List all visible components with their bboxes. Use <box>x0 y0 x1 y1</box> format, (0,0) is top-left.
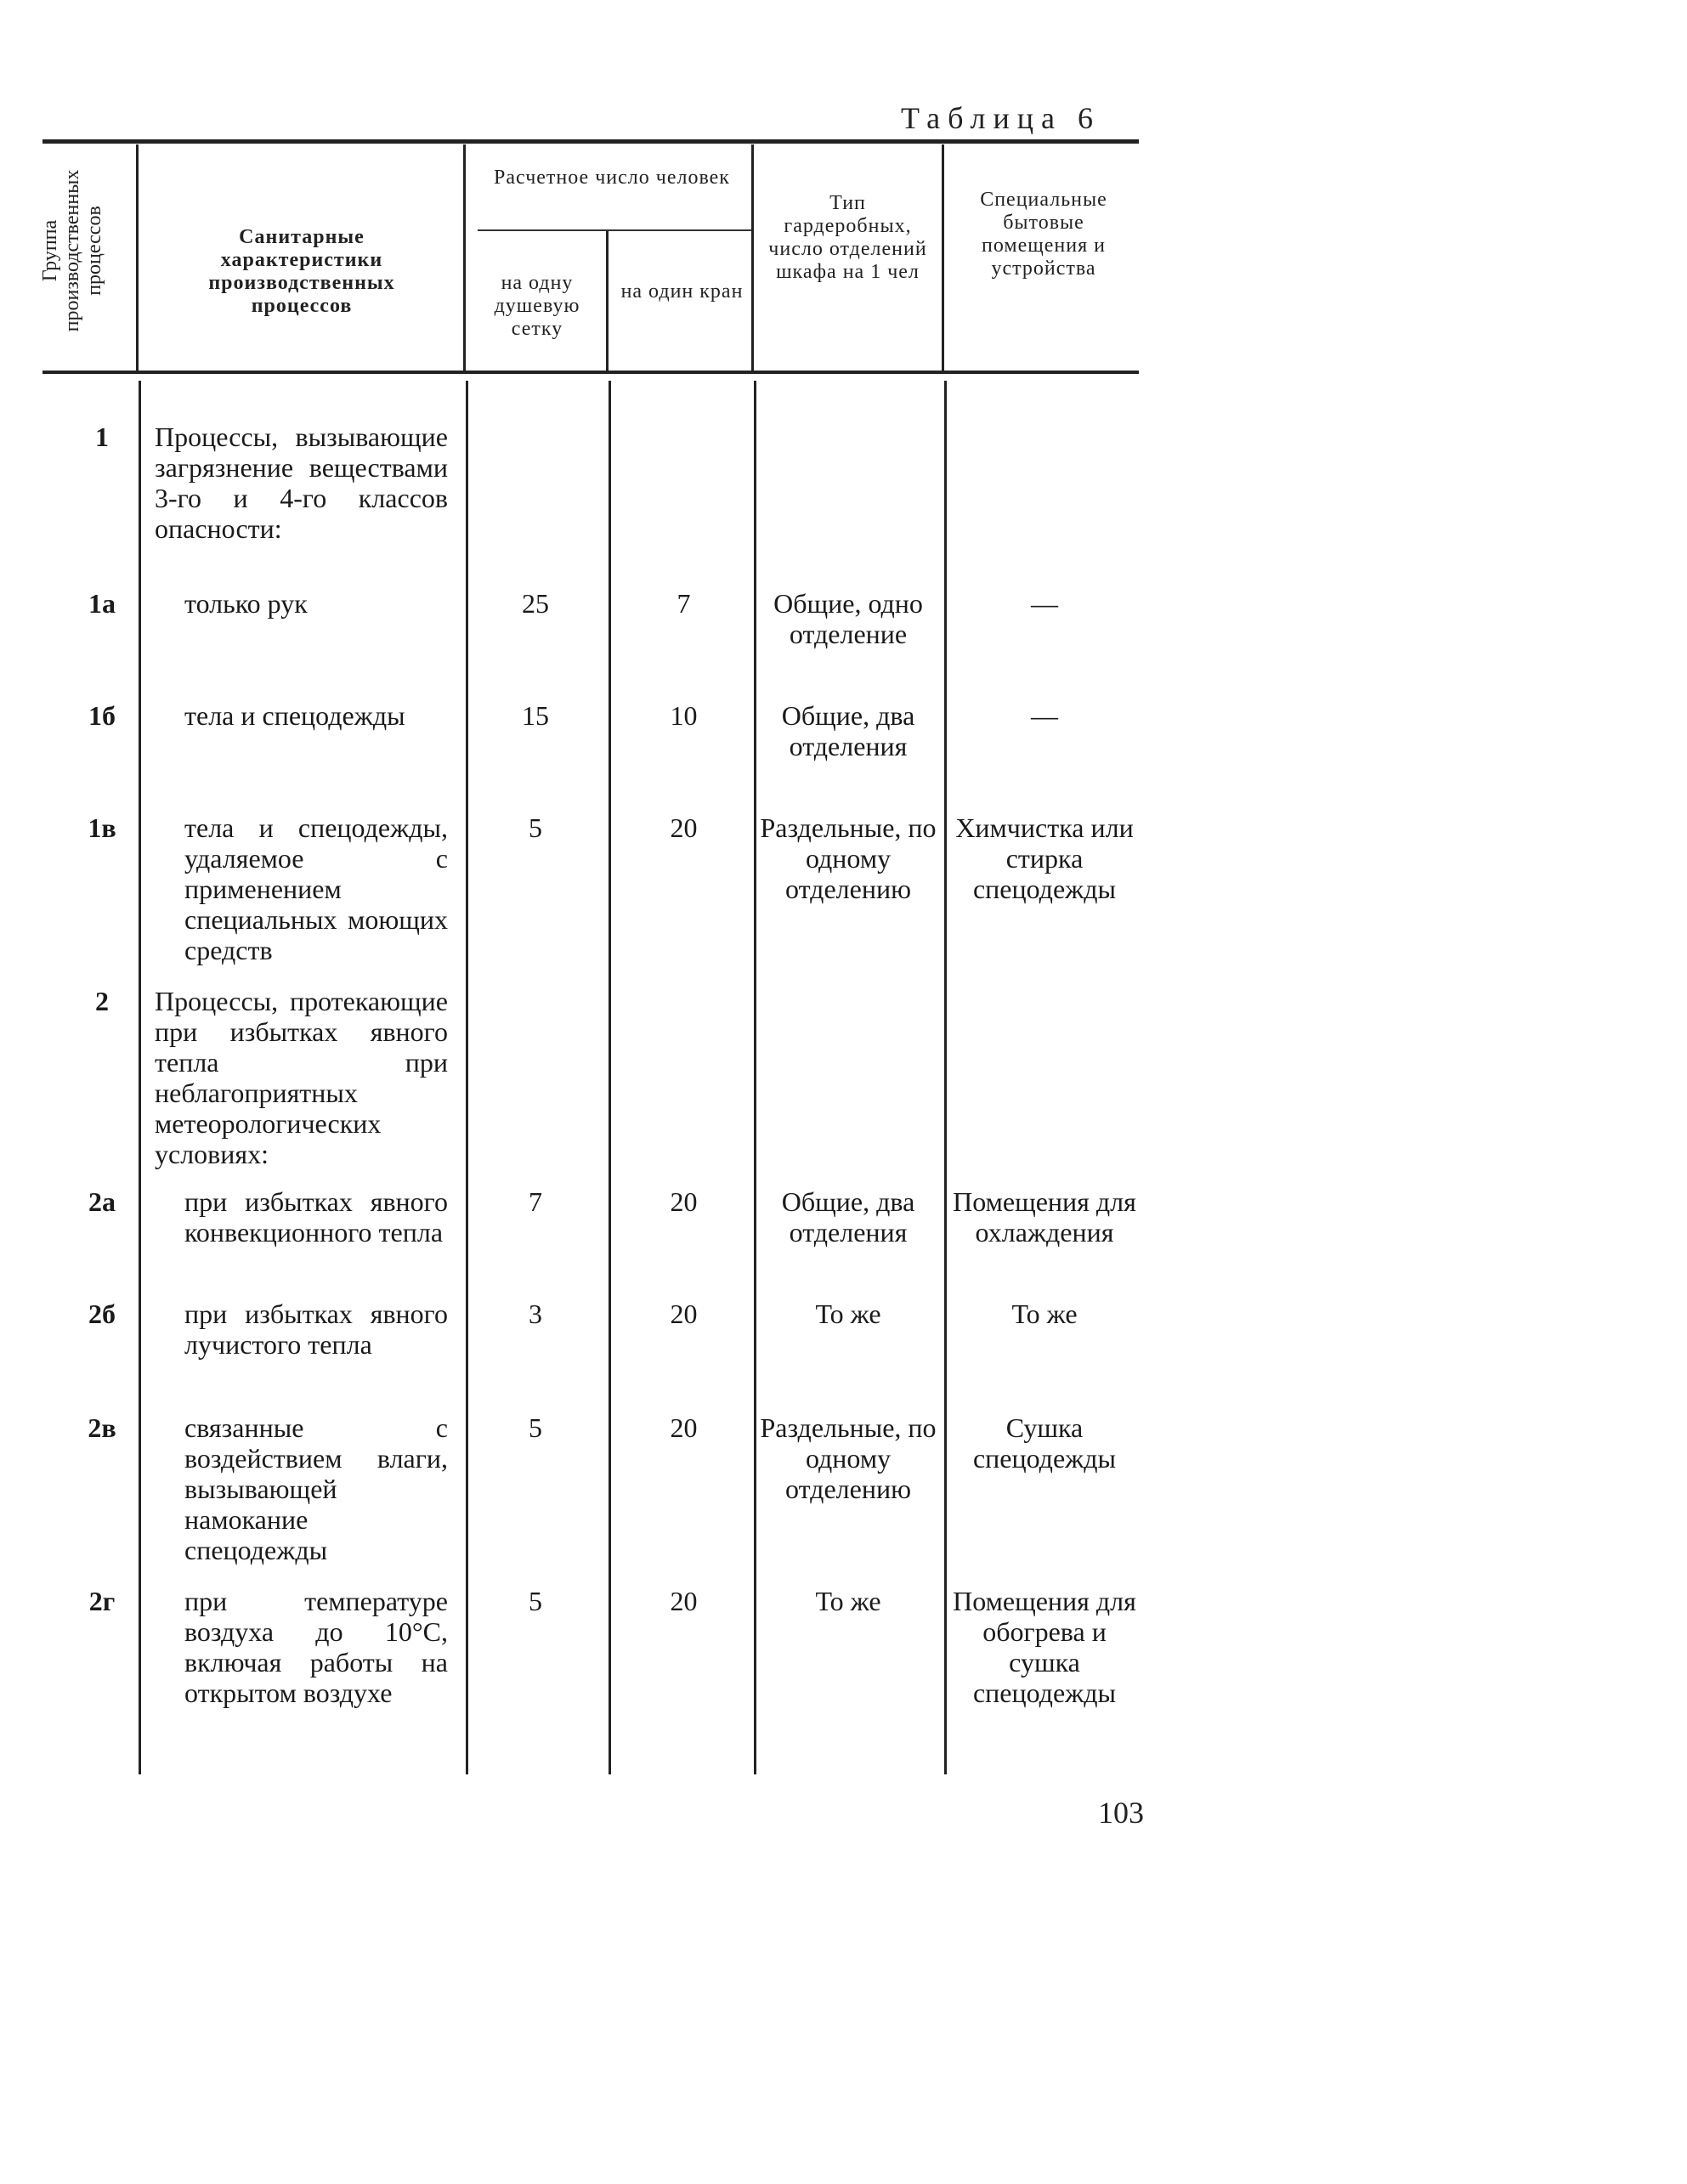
header-divider-4 <box>751 144 754 371</box>
row-description: тела и спецодежды, удаляемое с применением специальных моющих средств <box>184 812 448 965</box>
page-number: 103 <box>1098 1796 1144 1830</box>
row-group: 2б <box>88 1299 116 1329</box>
row-wardrobe: Общие, два отделения <box>781 1186 915 1248</box>
row-per-shower: 7 <box>529 1186 542 1217</box>
row-per-tap: 20 <box>670 1186 698 1217</box>
row-description: при избытках явного конвекционного тепла <box>184 1186 448 1248</box>
body-divider-2 <box>466 381 468 1774</box>
row-group: 1 <box>95 422 109 452</box>
header-calc-count: Расчетное число человек <box>494 167 730 189</box>
header-per-tap: на один кран <box>620 280 744 303</box>
row-group: 2г <box>88 1586 116 1616</box>
header-divider-3 <box>606 231 609 371</box>
row-special: Помещения для обогрева и сушка спецодежды <box>953 1586 1136 1708</box>
row-special: Химчистка или стирка спецодежды <box>955 812 1134 904</box>
body-divider-4 <box>754 381 756 1774</box>
row-group: 1в <box>88 812 116 843</box>
row-wardrobe: То же <box>815 1586 881 1616</box>
row-description: Процессы, протекающие при избытках явного тепла при неблагоприятных метеорологических условиях: <box>155 986 448 1169</box>
row-wardrobe: Раздельные, по одному отделению <box>760 1412 937 1504</box>
body-divider-5 <box>944 381 947 1774</box>
header-description: Санитарные характеристики производственных процессов <box>208 226 395 317</box>
row-group: 1б <box>88 700 116 731</box>
header-wardrobe: Тип гардеробных, число отделений шкафа на 1 чел <box>768 192 927 283</box>
row-wardrobe: Общие, два отделения <box>781 700 915 761</box>
row-description: Процессы, вызывающие загрязнение веществами 3-го и 4-го классов опасности: <box>155 422 448 544</box>
body-divider-1 <box>139 381 141 1774</box>
row-per-tap: 20 <box>670 1586 698 1616</box>
row-description: только рук <box>184 588 308 619</box>
row-per-shower: 5 <box>529 812 542 843</box>
row-description: при избытках явного лучистого тепла <box>184 1299 448 1360</box>
row-per-shower: 5 <box>529 1586 542 1616</box>
row-group: 2в <box>88 1412 116 1443</box>
header-sub-rule <box>478 229 754 231</box>
header-special: Специальные бытовые помещения и устройства <box>980 189 1107 280</box>
row-group: 1а <box>88 588 116 619</box>
header-divider-2 <box>463 144 466 371</box>
row-special: — <box>1031 588 1058 619</box>
row-wardrobe: Общие, одно отделение <box>773 588 923 649</box>
row-per-tap: 10 <box>670 700 698 731</box>
row-description: при температуре воздуха до 10°С, включая работы на открытом воздухе <box>184 1586 448 1708</box>
row-per-shower: 25 <box>522 588 549 619</box>
table-top-rule <box>42 139 1139 144</box>
row-special: — <box>1031 700 1058 731</box>
row-group: 2а <box>88 1186 116 1217</box>
header-per-shower: на одну душевую сетку <box>494 272 580 340</box>
body-divider-3 <box>609 381 611 1774</box>
row-description: связанные с воздействием влаги, вызывающей намокание спецодежды <box>184 1412 448 1565</box>
header-divider-1 <box>136 144 139 371</box>
row-special: Помещения для охлаждения <box>953 1186 1136 1248</box>
header-group: Группа производственных процессов <box>39 169 105 332</box>
row-group: 2 <box>95 986 109 1016</box>
table-caption: Таблица 6 <box>901 101 1101 135</box>
header-bottom-rule <box>42 371 1139 374</box>
row-wardrobe: Раздельные, по одному отделению <box>760 812 937 904</box>
row-wardrobe: То же <box>815 1299 881 1329</box>
row-per-tap: 20 <box>670 812 698 843</box>
row-special: То же <box>1011 1299 1078 1329</box>
row-per-tap: 7 <box>676 588 691 619</box>
row-per-shower: 5 <box>529 1412 542 1443</box>
header-divider-5 <box>942 144 944 371</box>
row-per-shower: 3 <box>529 1299 542 1329</box>
row-per-tap: 20 <box>670 1412 698 1443</box>
row-per-shower: 15 <box>522 700 549 731</box>
row-special: Сушка спецодежды <box>972 1412 1117 1474</box>
row-description: тела и спецодежды <box>184 700 405 731</box>
row-per-tap: 20 <box>670 1299 698 1329</box>
